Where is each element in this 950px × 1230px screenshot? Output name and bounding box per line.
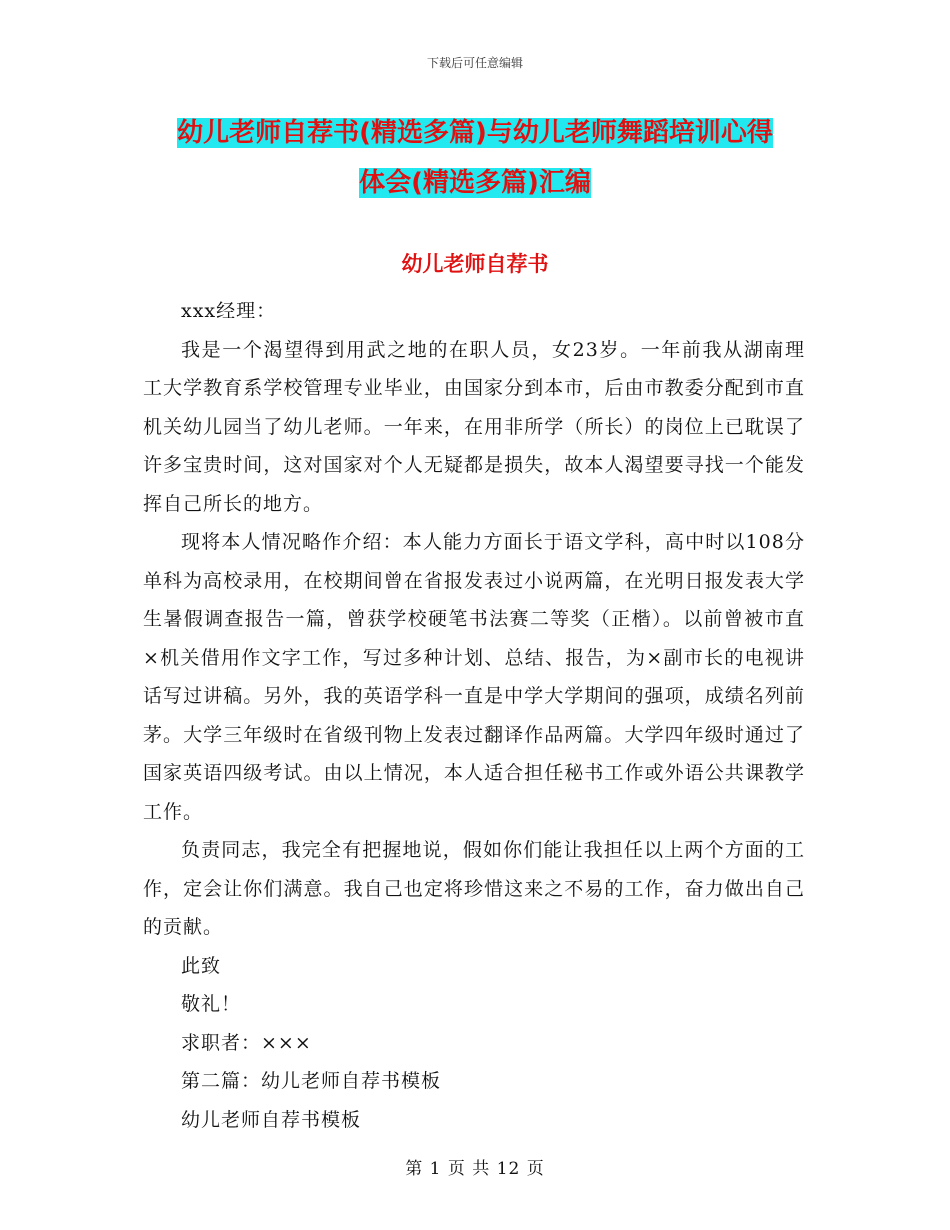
- letter-closing-2: 敬礼！: [181, 993, 242, 1015]
- letter-signature: 求职者：×××: [181, 1031, 312, 1054]
- letter-paragraph: 现将本人情况略作介绍：本人能力方面长于语文学科，高中时以108分单科为高校录用，在校期间曾在省报发表过小说两篇，在光明日报发表大学生暑假调查报告一篇，曾获学校硬笔书法赛二等奖（正楷）。以前曾被市直×机关借用作文字工作，写过多种计划、总结、报告，为×副市长的电视讲话写过讲稿。另外，我的英语学科一直是中学大学期间的强项，成绩名列前茅。大学三年级时在省级刊物上发表过翻译作品两篇。大学四年级时通过了国家英语四级考试。由以上情况，本人适合担任秘书工作或外语公共课教学工作。: [143, 531, 805, 823]
- document-title-line-1: 幼儿老师自荐书(精选多篇)与幼儿老师舞蹈培训心得: [177, 118, 773, 148]
- letter-salutation: xxx经理：: [181, 300, 277, 322]
- next-section-subheading: 幼儿老师自荐书模板: [181, 1108, 362, 1131]
- document-title-line-2: 体会(精选多篇)汇编: [359, 168, 591, 198]
- letter-paragraph: 负责同志，我完全有把握地说，假如你们能让我担任以上两个方面的工作，定会让你们满意。我自己也定将珍惜这来之不易的工作，奋力做出自己的贡献。: [143, 839, 805, 938]
- letter-paragraph: 我是一个渴望得到用武之地的在职人员，女23岁。一年前我从湖南理工大学教育系学校管理专业毕业，由国家分到本市，后由市教委分配到市直机关幼儿园当了幼儿老师。一年来，在用非所学（所长）的岗位上已耽误了许多宝贵时间，这对国家对个人无疑都是损失，故本人渴望要寻找一个能发挥自己所长的地方。: [143, 338, 805, 515]
- page-header-note: 下载后可任意编辑: [426, 56, 523, 70]
- letter-body: [143, 292, 805, 1139]
- document-title: [140, 108, 810, 208]
- next-section-heading: 第二篇：幼儿老师自荐书模板: [181, 1070, 442, 1092]
- page-footer: 第 1 页 共 12 页: [405, 1159, 545, 1179]
- letter-closing-1: 此致: [181, 954, 222, 977]
- section-title: 幼儿老师自荐书: [401, 252, 549, 276]
